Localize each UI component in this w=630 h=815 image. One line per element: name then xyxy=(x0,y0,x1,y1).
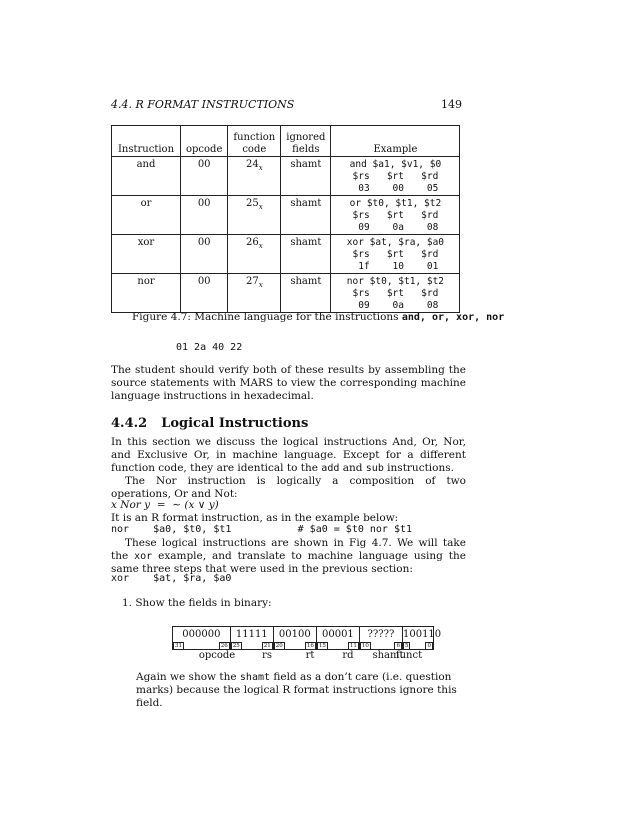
code-xor: xor xyxy=(134,551,153,562)
field-rd: 00001 15 11 xyxy=(317,627,360,649)
cell-ignored: shamt xyxy=(281,196,331,235)
page-number: 149 xyxy=(441,98,462,111)
bit-field-diagram xyxy=(172,626,442,650)
field-shamt: ????? 10 6 xyxy=(360,627,403,649)
figure-caption xyxy=(132,311,504,323)
cell-example: xor $at, $ra, $a0 $rs $rt $rd 1f 10 01 xyxy=(331,235,460,274)
cell-instruction: xor xyxy=(112,235,181,274)
paragraph-nor: The Nor instruction is logically a composition of two operations, Or and Not: xyxy=(111,475,466,500)
nor-formula: x Nor y = ∼ (x ∨ y) xyxy=(111,499,219,511)
cell-ignored: shamt xyxy=(281,157,331,196)
header-ignored-fields: ignored fields xyxy=(281,126,331,157)
instruction-table xyxy=(111,125,460,313)
cell-opcode: 00 xyxy=(181,235,228,274)
cell-opcode: 00 xyxy=(181,157,228,196)
label-rs: rs xyxy=(262,650,272,661)
table-row xyxy=(112,274,460,313)
cell-function: $25_x$ xyxy=(228,196,281,235)
caption-text: Figure 4.7: Machine language for the instructions xyxy=(132,311,402,323)
header-instruction: Instruction xyxy=(112,126,181,157)
code-example-xor: xor $at, $ra, $a0 xyxy=(111,573,232,584)
section-number: 4.4.2 xyxy=(111,416,148,431)
cell-instruction: or xyxy=(112,196,181,235)
table-header-row xyxy=(112,126,460,157)
cell-example: or $t0, $t1, $t2 $rs $rt $rd 09 0a 08 xyxy=(331,196,460,235)
field-rt: 00100 20 16 xyxy=(274,627,317,649)
code-example-nor: nor $a0, $t0, $t1 # $a0 = $t0 nor $t1 xyxy=(111,524,413,535)
cell-ignored: shamt xyxy=(281,274,331,313)
field-funct: 100110 5 0 xyxy=(402,629,442,649)
paragraph-shamt-note: Again we show the shamt field as a don’t care (i.e. question marks) because the logical R format instructions ignore this field. xyxy=(136,671,457,709)
cell-instruction: and xyxy=(112,157,181,196)
cell-opcode: 00 xyxy=(181,196,228,235)
table-row xyxy=(112,157,460,196)
cell-ignored: shamt xyxy=(281,235,331,274)
paragraph-intro: In this section we discuss the logical instructions And, Or, Nor, and Exclusive Or, in machine language. Except for a different function code, they are identical to the add and sub instructions. xyxy=(111,436,466,474)
header-opcode: opcode xyxy=(181,126,228,157)
label-opcode: opcode xyxy=(198,650,236,661)
code-shamt: shamt xyxy=(239,672,271,683)
header-section: 4.4. R FORMAT INSTRUCTIONS xyxy=(111,98,295,111)
label-rt: rt xyxy=(305,650,315,661)
paragraph-r-format: It is an R format instruction, as in the example below: xyxy=(111,512,399,524)
step-1: 1. Show the fields in binary: xyxy=(122,597,272,609)
cell-example: nor $t0, $t1, $t2 $rs $rt $rd 09 0a 08 xyxy=(331,274,460,313)
caption-code: and, or, xor, nor xyxy=(401,312,505,323)
label-funct: funct xyxy=(395,650,423,661)
paragraph-verify: The student should verify both of these results by assembling the source statements with MARS to view the corresponding machine language instructions in hexadecimal. xyxy=(111,364,466,402)
code-add: add xyxy=(321,463,340,474)
field-rs: 11111 25 21 xyxy=(231,627,274,649)
table-row xyxy=(112,196,460,235)
section-heading xyxy=(111,416,308,431)
cell-instruction: nor xyxy=(112,274,181,313)
header-example: Example xyxy=(331,126,460,157)
cell-opcode: 00 xyxy=(181,274,228,313)
section-title: Logical Instructions xyxy=(161,416,309,431)
label-rd: rd xyxy=(342,650,354,661)
table-row xyxy=(112,235,460,274)
cell-function: $27_x$ xyxy=(228,274,281,313)
header-function-code: function code xyxy=(228,126,281,157)
hex-result: 01 2a 40 22 xyxy=(176,342,243,353)
cell-function: $24_x$ xyxy=(228,157,281,196)
running-header xyxy=(111,98,462,111)
code-sub: sub xyxy=(365,463,384,474)
cell-function: $26_x$ xyxy=(228,235,281,274)
label-shamt: shamt xyxy=(372,650,404,661)
field-opcode: 000000 31 26 xyxy=(173,627,231,649)
cell-example: and $a1, $v1, $0 $rs $rt $rd 03 00 05 xyxy=(331,157,460,196)
paragraph-logical: These logical instructions are shown in Fig 4.7. We will take the xor example, and translate to machine language using the same three steps that were used in the previous section: xyxy=(111,537,466,575)
